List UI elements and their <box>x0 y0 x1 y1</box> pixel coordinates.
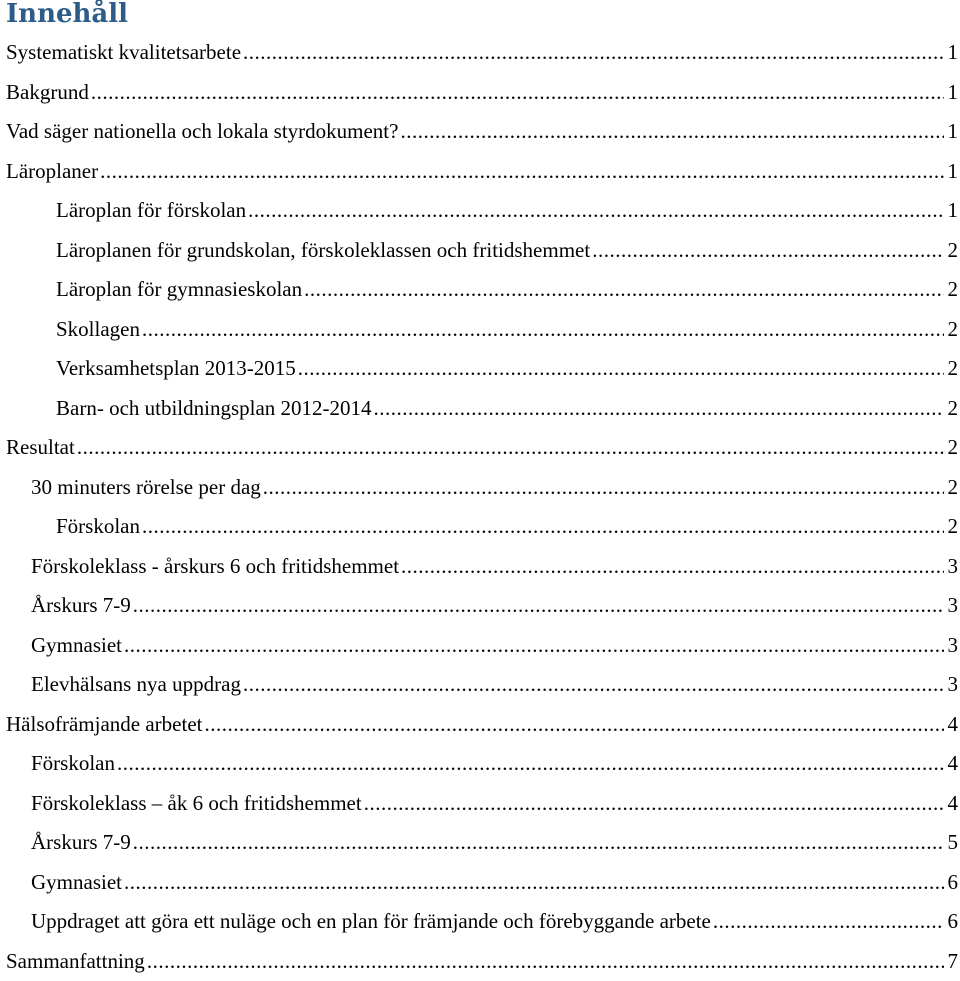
toc-entry-label: Läroplanen för grundskolan, förskoleklassen och fritidshemmet <box>56 231 590 271</box>
toc-entry-label: Gymnasiet <box>31 626 122 666</box>
toc-entry-label: Läroplan för förskolan <box>56 191 246 231</box>
toc-entry-label: Vad säger nationella och lokala styrdokument? <box>6 112 398 152</box>
dot-leader <box>374 389 944 429</box>
toc-entry[interactable] <box>0 942 960 981</box>
dot-leader <box>133 823 944 863</box>
toc-entry-label: 30 minuters rörelse per dag <box>31 468 261 508</box>
toc-entry[interactable] <box>0 231 960 271</box>
toc-entry-label: Hälsofrämjande arbetet <box>6 705 203 745</box>
toc-entry[interactable] <box>0 863 960 903</box>
toc-entry-page: 3 <box>946 665 960 705</box>
toc-entry[interactable] <box>0 73 960 113</box>
dot-leader <box>124 626 944 666</box>
dot-leader <box>713 902 944 942</box>
dot-leader <box>243 33 944 73</box>
toc-entry-label: Bakgrund <box>6 73 89 113</box>
toc-entry-page: 1 <box>946 152 960 192</box>
toc-entry[interactable] <box>0 744 960 784</box>
dot-leader <box>147 942 944 981</box>
toc-entry-page: 4 <box>946 705 960 745</box>
toc-entry-label: Gymnasiet <box>31 863 122 903</box>
toc-entry-label: Förskoleklass – åk 6 och fritidshemmet <box>31 784 362 824</box>
toc-entry-page: 3 <box>946 547 960 587</box>
toc-entry[interactable] <box>0 784 960 824</box>
toc-entry-label: Resultat <box>6 428 75 468</box>
toc-entry-page: 3 <box>946 586 960 626</box>
toc-entry[interactable] <box>0 468 960 508</box>
toc-entry-label: Förskoleklass - årskurs 6 och fritidshemmet <box>31 547 399 587</box>
toc-entry[interactable] <box>0 310 960 350</box>
toc-entry-label: Elevhälsans nya uppdrag <box>31 665 241 705</box>
toc-entry-page: 7 <box>946 942 960 981</box>
toc-entry-label: Verksamhetsplan 2013-2015 <box>56 349 296 389</box>
toc-entry[interactable] <box>0 547 960 587</box>
toc-entry-label: Förskolan <box>56 507 140 547</box>
toc-entry[interactable] <box>0 112 960 152</box>
toc-entry-page: 2 <box>946 389 960 429</box>
dot-leader <box>142 310 944 350</box>
dot-leader <box>263 468 944 508</box>
toc-entry-page: 2 <box>946 270 960 310</box>
toc-entry[interactable] <box>0 191 960 231</box>
dot-leader <box>592 231 944 271</box>
dot-leader <box>133 586 944 626</box>
dot-leader <box>91 73 944 113</box>
toc-entry[interactable] <box>0 428 960 468</box>
toc-entry[interactable] <box>0 902 960 942</box>
toc-entry-label: Skollagen <box>56 310 140 350</box>
toc-title: Innehåll <box>6 0 128 30</box>
toc-entry[interactable] <box>0 823 960 863</box>
toc-entry-page: 5 <box>946 823 960 863</box>
toc-entry-page: 2 <box>946 507 960 547</box>
toc-entry-page: 1 <box>946 191 960 231</box>
toc-entry-label: Barn- och utbildningsplan 2012-2014 <box>56 389 372 429</box>
toc-entry[interactable] <box>0 270 960 310</box>
toc-entry-page: 1 <box>946 112 960 152</box>
dot-leader <box>77 428 944 468</box>
toc-entry-label: Sammanfattning <box>6 942 145 981</box>
toc-entry-label: Systematiskt kvalitetsarbete <box>6 33 241 73</box>
dot-leader <box>364 784 944 824</box>
toc-entry-page: 4 <box>946 784 960 824</box>
toc-entry-page: 6 <box>946 863 960 903</box>
dot-leader <box>401 547 944 587</box>
toc-entry[interactable] <box>0 33 960 73</box>
toc-entry-label: Läroplaner <box>6 152 98 192</box>
toc-entry-label: Uppdraget att göra ett nuläge och en plan för främjande och förebyggande arbete <box>31 902 711 942</box>
dot-leader <box>142 507 944 547</box>
toc-entry[interactable] <box>0 705 960 745</box>
toc-entry-page: 4 <box>946 744 960 784</box>
table-of-contents <box>0 33 960 981</box>
dot-leader <box>248 191 944 231</box>
toc-entry-page: 6 <box>946 902 960 942</box>
toc-entry-page: 2 <box>946 231 960 271</box>
dot-leader <box>117 744 944 784</box>
toc-entry[interactable] <box>0 152 960 192</box>
dot-leader <box>100 152 944 192</box>
dot-leader <box>243 665 944 705</box>
dot-leader <box>400 112 944 152</box>
dot-leader <box>304 270 944 310</box>
toc-entry-page: 2 <box>946 468 960 508</box>
toc-entry[interactable] <box>0 507 960 547</box>
toc-entry[interactable] <box>0 389 960 429</box>
toc-entry[interactable] <box>0 626 960 666</box>
toc-entry-page: 3 <box>946 626 960 666</box>
dot-leader <box>205 705 945 745</box>
toc-entry-label: Årskurs 7-9 <box>31 823 131 863</box>
toc-entry[interactable] <box>0 665 960 705</box>
toc-entry-page: 2 <box>946 428 960 468</box>
toc-entry-label: Förskolan <box>31 744 115 784</box>
toc-entry-label: Läroplan för gymnasieskolan <box>56 270 302 310</box>
toc-entry-page: 1 <box>946 33 960 73</box>
toc-entry-page: 2 <box>946 310 960 350</box>
toc-entry[interactable] <box>0 586 960 626</box>
dot-leader <box>298 349 944 389</box>
toc-entry-page: 2 <box>946 349 960 389</box>
toc-entry[interactable] <box>0 349 960 389</box>
toc-entry-label: Årskurs 7-9 <box>31 586 131 626</box>
dot-leader <box>124 863 944 903</box>
toc-entry-page: 1 <box>946 73 960 113</box>
